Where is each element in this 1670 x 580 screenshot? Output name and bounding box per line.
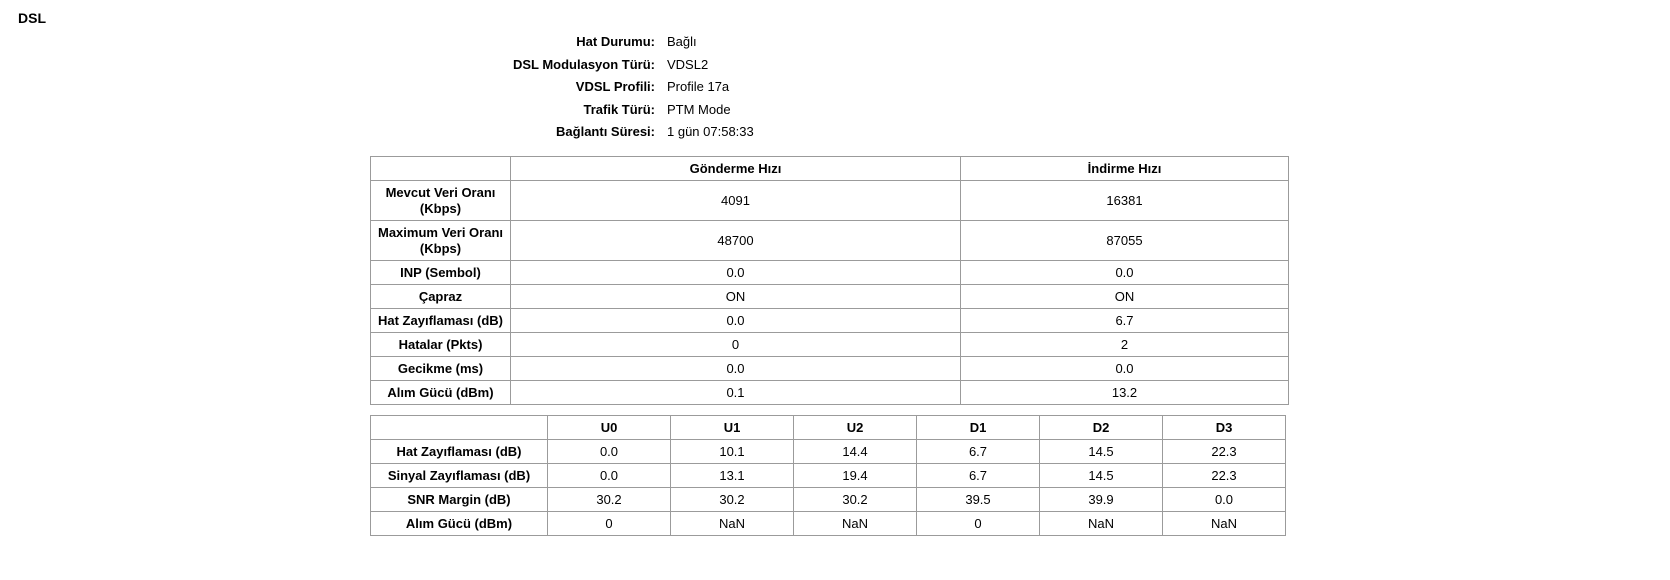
per-band-table — [370, 415, 1286, 536]
table-row — [371, 464, 1286, 488]
column-header-d2: D2 — [1040, 416, 1163, 440]
cell-value: 14.4 — [794, 440, 917, 464]
cell-value: 87055 — [961, 221, 1289, 261]
cell-value: 4091 — [511, 181, 961, 221]
table-header-row — [371, 157, 1289, 181]
row-label: Sinyal Zayıflaması (dB) — [371, 464, 548, 488]
cell-value: NaN — [794, 512, 917, 536]
row-label: Çapraz — [371, 285, 511, 309]
dsl-info-list — [0, 31, 1670, 144]
table-row — [371, 285, 1289, 309]
cell-value: 13.1 — [671, 464, 794, 488]
cell-value: 0.0 — [961, 261, 1289, 285]
info-value: Profile 17a — [667, 79, 730, 95]
table-row — [371, 261, 1289, 285]
info-value: VDSL2 — [667, 56, 709, 72]
cell-value: 6.7 — [917, 440, 1040, 464]
info-value: 1 gün 07:58:33 — [667, 124, 754, 140]
cell-value: 0.0 — [961, 357, 1289, 381]
column-header-empty — [371, 157, 511, 181]
info-row-traffic-type — [0, 99, 1670, 122]
table-row — [371, 221, 1289, 261]
column-header-d3: D3 — [1163, 416, 1286, 440]
cell-value: NaN — [671, 512, 794, 536]
cell-value: 19.4 — [794, 464, 917, 488]
info-label: DSL Modulasyon Türü: — [512, 56, 655, 72]
cell-value: 39.5 — [917, 488, 1040, 512]
cell-value: 39.9 — [1040, 488, 1163, 512]
cell-value: 10.1 — [671, 440, 794, 464]
info-row-vdsl-profile — [0, 76, 1670, 99]
cell-value: 22.3 — [1163, 464, 1286, 488]
row-label: Hatalar (Pkts) — [371, 333, 511, 357]
column-header-d1: D1 — [917, 416, 1040, 440]
info-label: VDSL Profili: — [575, 79, 655, 95]
info-label: Hat Durumu: — [576, 34, 655, 49]
cell-value: 14.5 — [1040, 440, 1163, 464]
cell-value: 0 — [917, 512, 1040, 536]
table-row — [371, 181, 1289, 221]
cell-value: 0.1 — [511, 381, 961, 405]
cell-value: 0.0 — [511, 309, 961, 333]
cell-value: 13.2 — [961, 381, 1289, 405]
cell-value: 30.2 — [671, 488, 794, 512]
cell-value: 0.0 — [548, 440, 671, 464]
table-row — [371, 309, 1289, 333]
table-row — [371, 512, 1286, 536]
cell-value: 30.2 — [794, 488, 917, 512]
row-label: Gecikme (ms) — [371, 357, 511, 381]
column-header-empty — [371, 416, 548, 440]
row-label: Maximum Veri Oranı (Kbps) — [371, 221, 511, 261]
info-label: Trafik Türü: — [583, 101, 655, 117]
table-header-row — [371, 416, 1286, 440]
cell-value: 14.5 — [1040, 464, 1163, 488]
cell-value: NaN — [1163, 512, 1286, 536]
cell-value: 22.3 — [1163, 440, 1286, 464]
row-label: Mevcut Veri Oranı (Kbps) — [371, 181, 511, 221]
cell-value: 30.2 — [548, 488, 671, 512]
cell-value: 6.7 — [961, 309, 1289, 333]
cell-value: 2 — [961, 333, 1289, 357]
row-label: Alım Gücü (dBm) — [371, 512, 548, 536]
cell-value: 0.0 — [511, 261, 961, 285]
cell-value: ON — [511, 285, 961, 309]
cell-value: 16381 — [961, 181, 1289, 221]
page-title: DSL — [18, 10, 46, 26]
row-label: SNR Margin (dB) — [371, 488, 548, 512]
column-header-u1: U1 — [671, 416, 794, 440]
table-row — [371, 333, 1289, 357]
row-label: Hat Zayıflaması (dB) — [371, 309, 511, 333]
cell-value: ON — [961, 285, 1289, 309]
column-header-upstream: Gönderme Hızı — [511, 157, 961, 181]
cell-value: 0.0 — [548, 464, 671, 488]
info-value: PTM Mode — [667, 101, 731, 117]
info-row-connection-time — [0, 121, 1670, 144]
cell-value: 0.0 — [1163, 488, 1286, 512]
info-row-line-status — [0, 31, 1670, 54]
info-label: Bağlantı Süresi: — [556, 124, 655, 140]
column-header-u2: U2 — [794, 416, 917, 440]
info-row-modulation — [0, 54, 1670, 77]
upstream-downstream-table — [370, 156, 1289, 405]
table-row — [371, 440, 1286, 464]
cell-value: 0 — [511, 333, 961, 357]
cell-value: NaN — [1040, 512, 1163, 536]
cell-value: 0 — [548, 512, 671, 536]
cell-value: 0.0 — [511, 357, 961, 381]
table-row — [371, 488, 1286, 512]
cell-value: 48700 — [511, 221, 961, 261]
row-label: Hat Zayıflaması (dB) — [371, 440, 548, 464]
cell-value: 6.7 — [917, 464, 1040, 488]
row-label: INP (Sembol) — [371, 261, 511, 285]
column-header-u0: U0 — [548, 416, 671, 440]
row-label: Alım Gücü (dBm) — [371, 381, 511, 405]
table-row — [371, 357, 1289, 381]
table-row — [371, 381, 1289, 405]
info-value: Bağlı — [667, 34, 697, 49]
column-header-downstream: İndirme Hızı — [961, 157, 1289, 181]
